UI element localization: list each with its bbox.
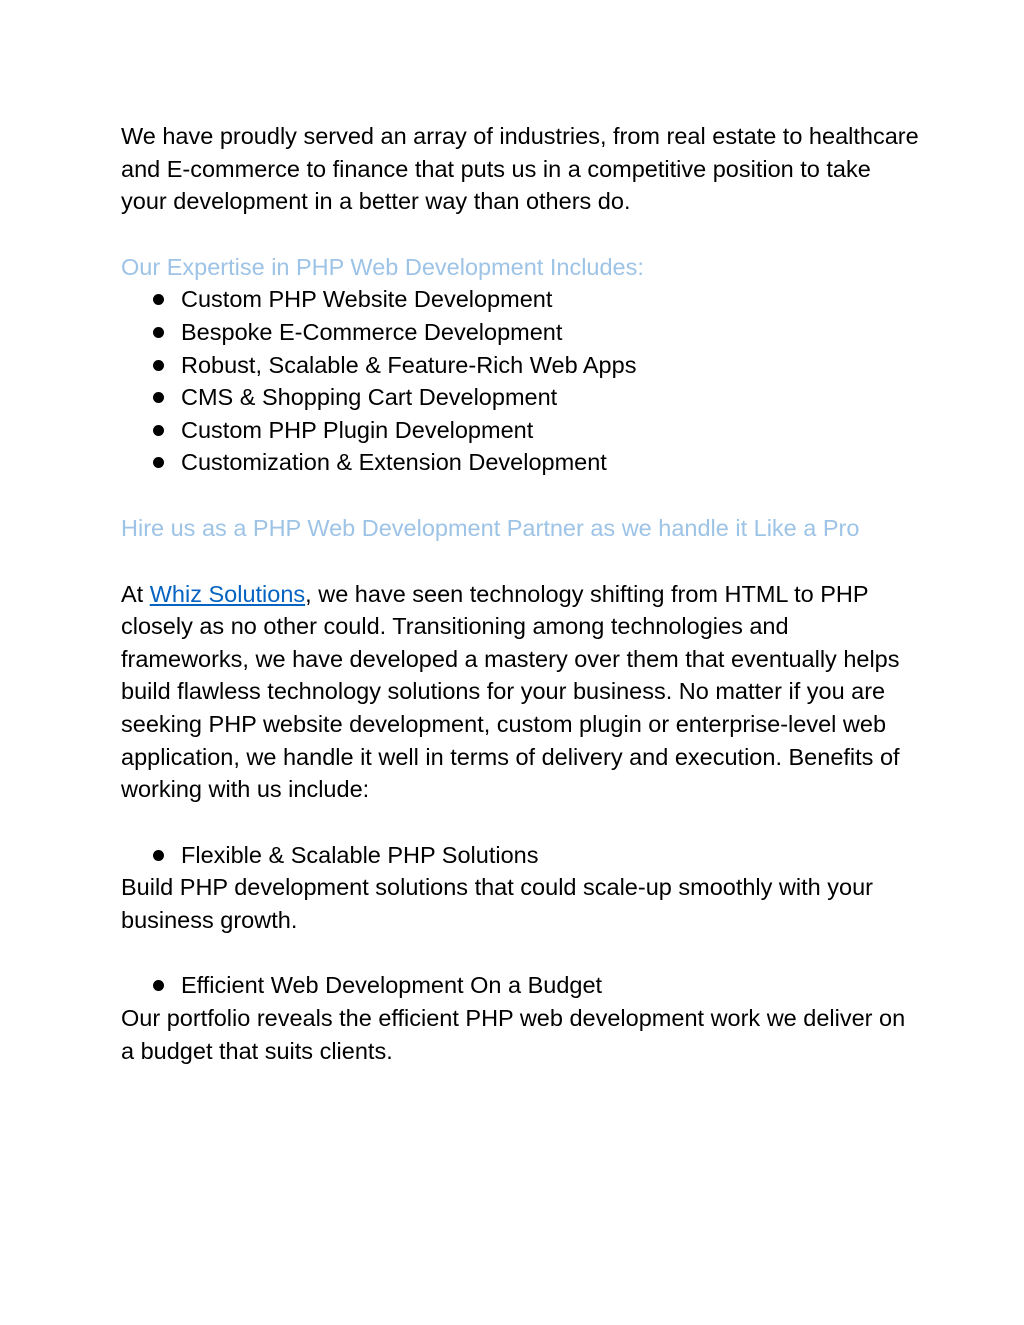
list-item-label: Custom PHP Plugin Development bbox=[181, 416, 534, 443]
list-item bbox=[121, 969, 921, 1002]
list-item-label: Bespoke E-Commerce Development bbox=[181, 318, 563, 345]
hire-paragraph bbox=[121, 578, 921, 806]
benefit-block bbox=[121, 969, 921, 1067]
bullet-icon bbox=[153, 392, 164, 403]
list-item bbox=[121, 839, 921, 872]
list-item bbox=[121, 316, 921, 349]
benefit-list bbox=[121, 839, 921, 872]
bullet-icon bbox=[153, 457, 164, 468]
list-item-label: Robust, Scalable & Feature-Rich Web Apps bbox=[181, 351, 637, 378]
bullet-icon bbox=[153, 425, 164, 436]
bullet-icon bbox=[153, 360, 164, 371]
list-item bbox=[121, 381, 921, 414]
hire-prefix: At bbox=[121, 580, 150, 607]
list-item bbox=[121, 446, 921, 479]
benefit-title: Flexible & Scalable PHP Solutions bbox=[181, 841, 539, 868]
list-item bbox=[121, 349, 921, 382]
bullet-icon bbox=[153, 294, 164, 305]
hire-body: , we have seen technology shifting from HTML to PHP closely as no other could. Transitioning among technologies and frameworks, we have developed a mastery over them that eventually helps build flawless technology solutions for your business. No matter if you are seeking PHP website development, custom plugin or enterprise-level web application, we handle it well in terms of delivery and execution. Benefits of working with us include: bbox=[121, 580, 900, 803]
list-item bbox=[121, 283, 921, 316]
hire-heading: Hire us as a PHP Web Development Partner as we handle it Like a Pro bbox=[121, 514, 860, 541]
benefit-description: Build PHP development solutions that could scale-up smoothly with your business growth. bbox=[121, 874, 873, 933]
benefit-description: Our portfolio reveals the efficient PHP web development work we deliver on a budget that suits clients. bbox=[121, 1005, 906, 1064]
list-item-label: Custom PHP Website Development bbox=[181, 286, 553, 313]
expertise-list bbox=[121, 283, 921, 479]
bullet-icon bbox=[153, 327, 164, 338]
whiz-solutions-link[interactable]: Whiz Solutions bbox=[149, 580, 306, 607]
list-item-label: Customization & Extension Development bbox=[181, 449, 607, 476]
bullet-icon bbox=[153, 850, 164, 861]
expertise-heading: Our Expertise in PHP Web Development Includes: bbox=[121, 253, 644, 280]
benefit-title: Efficient Web Development On a Budget bbox=[181, 972, 603, 999]
list-item-label: CMS & Shopping Cart Development bbox=[181, 384, 558, 411]
benefit-block bbox=[121, 839, 921, 937]
benefit-list bbox=[121, 969, 921, 1002]
bullet-icon bbox=[153, 980, 164, 991]
intro-paragraph: We have proudly served an array of industries, from real estate to healthcare and E-commerce to finance that puts us in a competitive position to take your development in a better way than others do. bbox=[121, 123, 919, 215]
list-item bbox=[121, 414, 921, 447]
document-page bbox=[121, 120, 921, 1067]
